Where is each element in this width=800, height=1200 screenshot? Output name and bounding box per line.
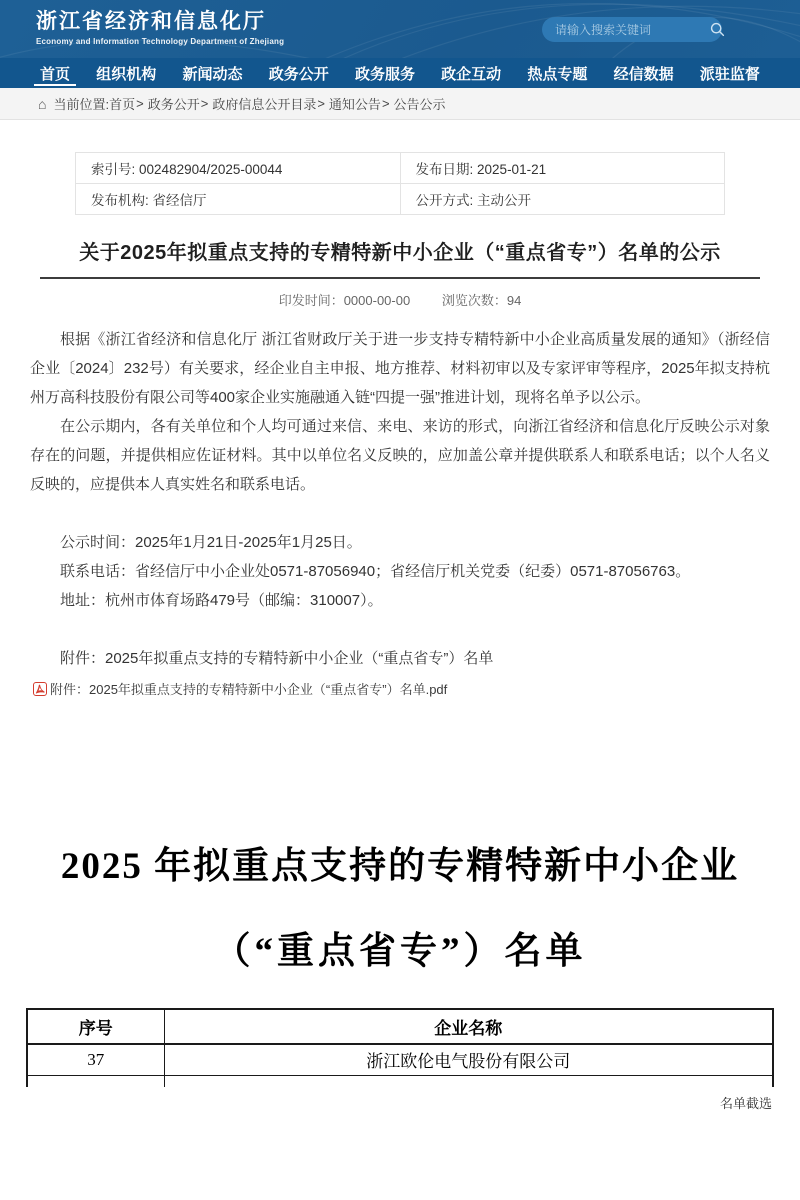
doc-date-label: 发布日期:: [415, 162, 474, 177]
nav-item-gov-disclosure[interactable]: 政务公开: [268, 65, 329, 83]
nav-item-supervision[interactable]: 派驻监督: [699, 65, 760, 83]
contact-phone-line: 联系电话：省经信厅中小企业处0571-87056940；省经信厅机关党委（纪委）0571-87056763。: [60, 563, 691, 580]
doc-date-cell: [400, 153, 725, 184]
article-meta: [30, 290, 770, 309]
article-title: 关于2025年拟重点支持的专精特新中小企业（“重点省专”）名单的公示: [79, 242, 721, 264]
cell-no: [27, 1075, 164, 1087]
main-nav: [0, 58, 800, 88]
search-input[interactable]: [555, 23, 710, 37]
title-divider: [40, 277, 760, 279]
column-header-no: 序号: [27, 1009, 164, 1044]
pdf-icon: [33, 682, 47, 696]
view-count-value: 94: [506, 293, 522, 308]
breadcrumb-separator: >: [317, 96, 325, 111]
breadcrumb-item-announcements[interactable]: 公告公示: [393, 97, 446, 112]
cell-company: [164, 1075, 773, 1087]
address-line: 地址：杭州市体育场路479号（邮编：310007）。: [60, 592, 383, 609]
site-logo: [36, 9, 284, 46]
doc-org-label: 发布机构:: [91, 193, 149, 208]
breadcrumb-item-notices[interactable]: 通知公告: [328, 97, 381, 112]
company-list-table: [26, 1008, 774, 1087]
breadcrumb: [0, 88, 800, 120]
breadcrumb-item-disclosure[interactable]: 政务公开: [147, 97, 200, 112]
doc-date-value: 2025-01-21: [477, 162, 547, 177]
doc-org-cell: [76, 184, 401, 215]
attachment-file-name: 附件：2025年拟重点支持的专精特新中小企业（“重点省专”）名单.pdf: [50, 682, 448, 697]
breadcrumb-separator: >: [200, 96, 209, 111]
nav-item-hot-topics[interactable]: 热点专题: [527, 65, 588, 83]
nav-item-home[interactable]: 首页: [34, 58, 76, 88]
nav-item-organization[interactable]: 组织机构: [96, 65, 157, 83]
column-header-company: 企业名称: [164, 1009, 773, 1044]
attachment-title: 附件：2025年拟重点支持的专精特新中小企业（“重点省专”）名单: [60, 650, 494, 667]
org-name-cn: 浙江省经济和信息化厅: [36, 10, 266, 33]
cell-company: 浙江欧伦电气股份有限公司: [164, 1044, 773, 1075]
nav-item-data[interactable]: 经信数据: [613, 65, 674, 83]
cell-no: 37: [27, 1044, 164, 1075]
paragraph: 在公示期内，各有关单位和个人均可通过来信、来电、来访的形式，向浙江省经济和信息化厅反映公示对象存在的问题，并提供相应佐证材料。其中以单位名义反映的，应加盖公章并提供联系人和联系电话；以个人名义反映的，应提供本人真实姓名和联系电话。: [30, 418, 770, 493]
doc-org-value: 省经信厅: [152, 193, 207, 208]
blank-line: [30, 615, 770, 644]
breadcrumb-item-home[interactable]: 首页: [109, 97, 136, 112]
paragraph: 根据《浙江省经济和信息化厅 浙江省财政厅关于进一步支持专精特新中小企业高质量发展的通知》（浙经信企业〔2024〕232号）有关要求，经企业自主申报、地方推荐、材料初审以及专家评审等程序，2025年拟支持杭州万高科技股份有限公司等400家企业实施融通入链“四提一强”推进计划，现将名单予以公示。: [30, 331, 770, 406]
org-name-en: Economy and Information Technology Department of Zhejiang: [36, 37, 285, 46]
doc-index-label: 索引号:: [91, 162, 136, 177]
nav-item-gov-services[interactable]: 政务服务: [354, 65, 415, 83]
doc-info-table: [75, 152, 725, 215]
publicity-period-line: 公示时间：2025年1月21日-2025年1月25日。: [60, 534, 362, 551]
nav-item-news[interactable]: 新闻动态: [182, 65, 243, 83]
list-title-line2: （“重点省专”）名单: [213, 931, 587, 972]
search-box[interactable]: [542, 17, 722, 42]
article: [0, 236, 800, 698]
print-time-label: 印发时间：: [278, 293, 344, 308]
breadcrumb-separator: >: [136, 96, 144, 111]
site-header: [0, 0, 800, 58]
view-count-label: 浏览次数：: [441, 293, 507, 308]
table-header-row: [27, 1009, 773, 1044]
table-row: [27, 1044, 773, 1075]
blank-line: [30, 499, 770, 528]
doc-mode-cell: [400, 184, 725, 215]
breadcrumb-item-catalog[interactable]: 政府信息公开目录: [212, 97, 317, 112]
doc-info-row: [76, 153, 725, 184]
home-icon: ⌂: [38, 95, 47, 112]
list-caption: 名单截选: [719, 1096, 772, 1111]
doc-mode-label: 公开方式:: [415, 193, 474, 208]
magnifier-icon[interactable]: [710, 22, 725, 37]
attachment-pdf-link[interactable]: [33, 679, 770, 698]
table-row-partial: [27, 1075, 773, 1087]
print-time: [279, 293, 411, 308]
doc-index-value: 002482904/2025-00044: [139, 162, 283, 177]
list-title-line1: 2025 年拟重点支持的专精特新中小企业: [60, 846, 740, 887]
list-table-clip: [26, 1008, 774, 1087]
nav-item-gov-enterprise[interactable]: 政企互动: [441, 65, 502, 83]
print-time-value: 0000-00-00: [343, 293, 411, 308]
breadcrumb-prefix: 当前位置:: [53, 97, 110, 112]
doc-index-cell: [76, 153, 401, 184]
breadcrumb-separator: >: [381, 96, 390, 111]
article-body: [30, 325, 770, 673]
list-document: [0, 848, 800, 1112]
doc-info-row: [76, 184, 725, 215]
view-count: [442, 293, 521, 308]
doc-mode-value: 主动公开: [477, 193, 532, 208]
